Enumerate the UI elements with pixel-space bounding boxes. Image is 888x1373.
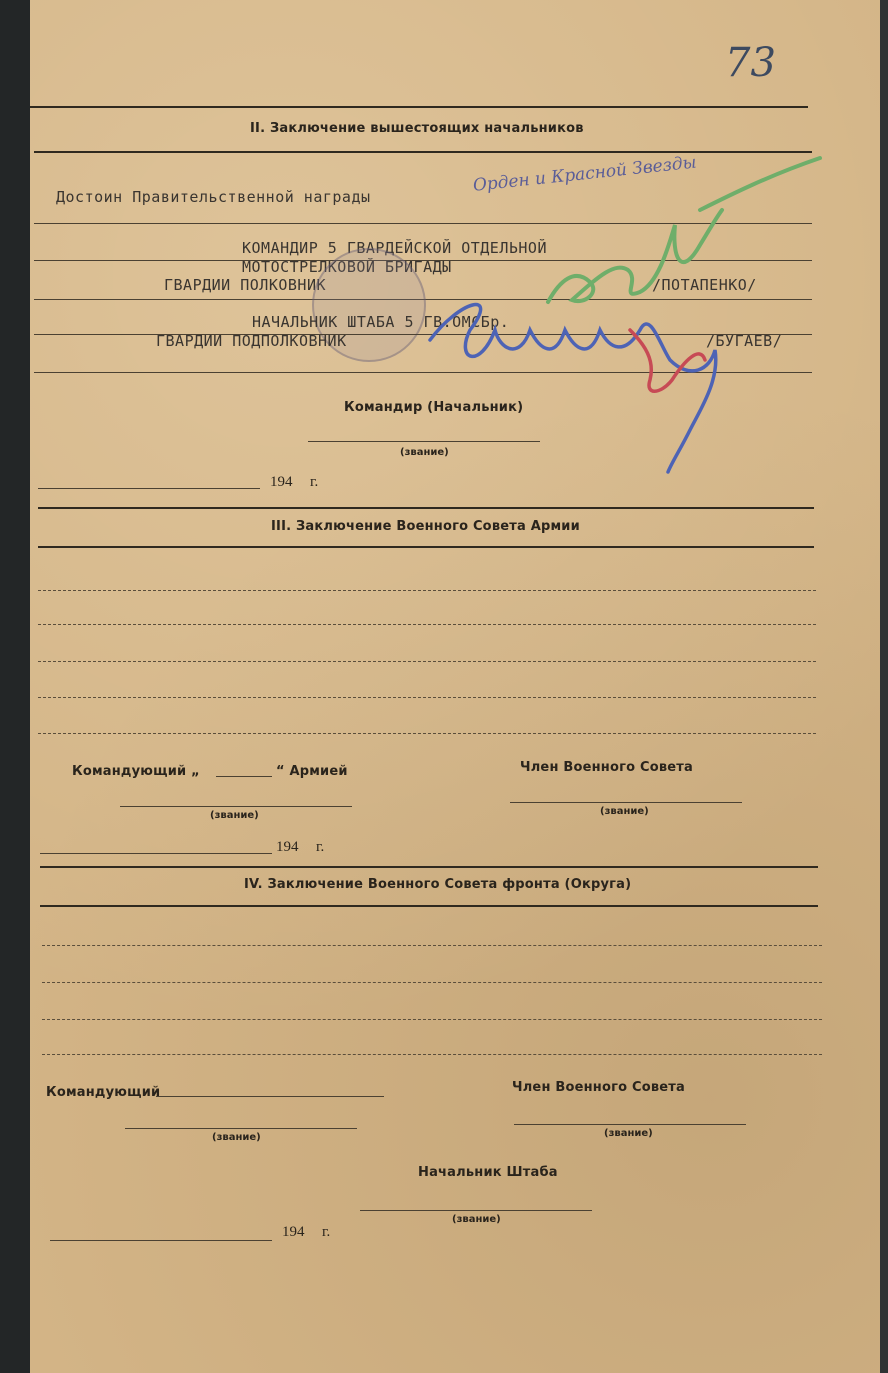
rank-caption: (звание) (212, 1132, 261, 1143)
year-suffix: г. (322, 1224, 331, 1240)
military-council-member-label: Член Военного Совета (520, 760, 693, 775)
rank-caption: (звание) (600, 806, 649, 817)
rank-caption: (звание) (400, 447, 449, 458)
blue-signature (430, 305, 716, 472)
commander-rank: ГВАРДИИ ПОЛКОВНИК (164, 276, 327, 294)
page-number: 73 (725, 40, 776, 86)
award-recommendation: Достоин Правительственной награды (56, 188, 371, 206)
year-suffix: г. (316, 839, 325, 855)
commander-name: /ПОТАПЕНКО/ (652, 276, 757, 294)
year: 194 (270, 474, 293, 490)
front-commander-label: Командующий (46, 1085, 161, 1100)
red-mark (630, 330, 705, 391)
chief-of-staff-title: НАЧАЛЬНИК ШТАБА 5 ГВ.ОМСБр. (252, 313, 510, 331)
handwritten-award: Орден и Красной Звезды (472, 152, 698, 196)
commander-title-line1: КОМАНДИР 5 ГВАРДЕЙСКОЙ ОТДЕЛЬНОЙ (242, 239, 547, 257)
chief-of-staff-name: /БУГАЕВ/ (706, 332, 783, 350)
rank-caption: (звание) (210, 810, 259, 821)
section4-title: IV. Заключение Военного Совета фронта (Округа) (244, 877, 632, 892)
chief-of-staff-label: Начальник Штаба (418, 1165, 558, 1180)
commander-title-line2: МОТОСТРЕЛКОВОЙ БРИГАДЫ (242, 258, 452, 276)
year: 194 (276, 839, 299, 855)
year-suffix: г. (310, 474, 319, 490)
green-signature (548, 158, 820, 302)
army-commander-prefix: Командующий „ (72, 764, 200, 779)
chief-of-staff-rank: ГВАРДИИ ПОДПОЛКОВНИК (156, 332, 347, 350)
rank-caption: (звание) (452, 1214, 501, 1225)
military-council-member-label: Член Военного Совета (512, 1080, 685, 1095)
section3-title: III. Заключение Военного Совета Армии (271, 519, 580, 534)
section2-title: II. Заключение вышестоящих начальников (250, 121, 584, 136)
year: 194 (282, 1224, 305, 1240)
commander-signature-label: Командир (Начальник) (344, 400, 524, 415)
rank-caption: (звание) (604, 1128, 653, 1139)
army-commander-suffix: “ Армией (276, 764, 348, 779)
